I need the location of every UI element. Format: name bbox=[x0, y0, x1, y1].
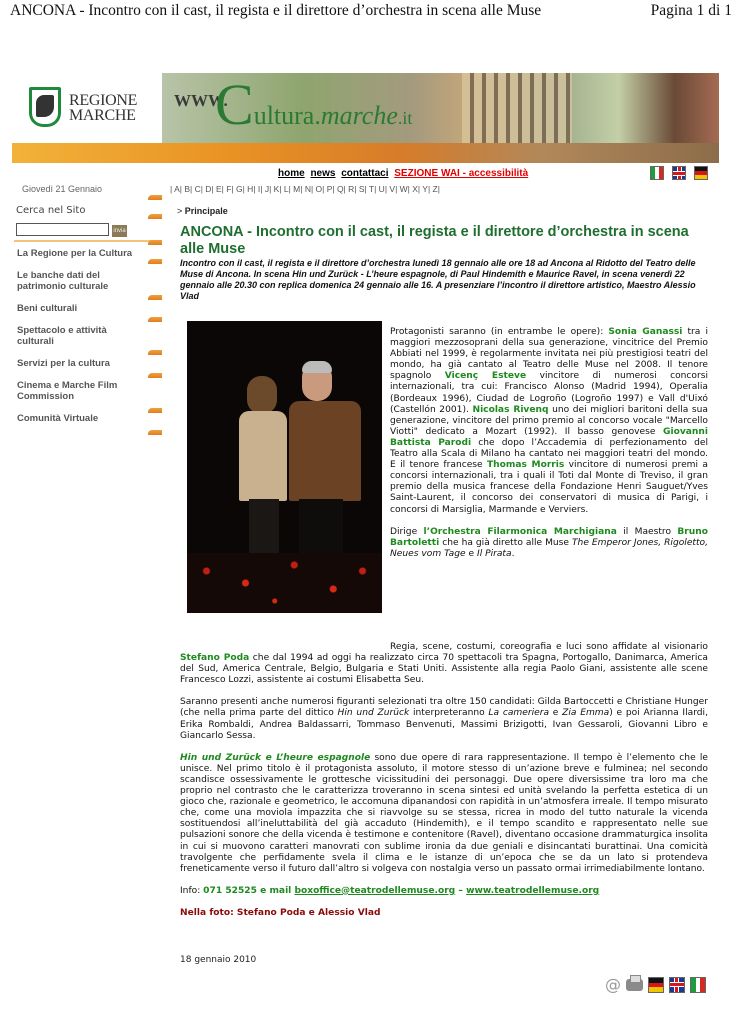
orange-arrow-icon bbox=[148, 373, 162, 378]
breadcrumb-principale[interactable]: Principale bbox=[184, 206, 228, 216]
orange-arrow-icon bbox=[148, 295, 162, 300]
orange-arrow-icon bbox=[148, 317, 162, 322]
operas-title: Hin und Zurück e L’heure espagnole bbox=[180, 752, 371, 763]
site-wordmark bbox=[215, 75, 412, 135]
paragraph-info bbox=[180, 886, 708, 897]
sidebar-item-label[interactable]: Cinema e Marche Film Commission bbox=[17, 380, 118, 402]
sidebar-item-label[interactable]: Spettacolo e attività culturali bbox=[17, 325, 107, 347]
photo-person-right bbox=[289, 401, 361, 501]
sidebar-item-spettacolo[interactable] bbox=[17, 325, 127, 347]
sidebar-item-servizi[interactable] bbox=[17, 358, 147, 369]
paragraph-regia bbox=[180, 642, 708, 686]
paragraph-conductor bbox=[390, 527, 708, 560]
german-flag-icon[interactable] bbox=[694, 166, 708, 180]
text: uno dei migliori baritoni della sua generazione, vincitore del primo premio al concorso vocale "Marcello Viotti" dedicato a Mozart (1992). Il basso genovese bbox=[390, 404, 708, 437]
article-tools bbox=[605, 977, 706, 993]
text-italic: The Emperor Jones, Rigoletto, Neues vom Tage bbox=[390, 537, 708, 559]
current-date: Giovedì 21 Gennaio bbox=[22, 184, 103, 194]
info-email-link[interactable]: boxoffice@teatrodellemuse.org bbox=[294, 885, 456, 896]
photo-stage-floor bbox=[187, 553, 382, 613]
article-right-column bbox=[390, 327, 708, 571]
text: che ha già diretto alle Muse bbox=[439, 537, 572, 548]
print-header bbox=[10, 2, 732, 24]
sidebar-item-label[interactable]: Beni culturali bbox=[17, 303, 78, 314]
text: vincitore di numerosi concorsi internazionali, tra cui: Francisco Alonso (Madrid 1994), Operalia (Bordeaux 1996), Ciudad de Logroño (Logroño 1997) e Vall d'Uixó (Castellón 2001). bbox=[390, 371, 708, 415]
text: – bbox=[455, 885, 467, 896]
name-thomas-morris: Thomas Morris bbox=[486, 460, 565, 471]
language-flags bbox=[650, 166, 708, 180]
italian-flag-icon[interactable] bbox=[650, 166, 664, 180]
text: ) e poi Arianna Ilardi, Erika Rombaldi, Andrea Baldassarri, Tommaso Benvenuti, Massimi Brizigotti, Ivan Gessaroli, Giovanni Libro e Giancarlo Sessa. bbox=[180, 708, 708, 741]
text-italic: Hin und Zurück bbox=[337, 708, 410, 719]
wordmark-ultura: ultura. bbox=[253, 101, 321, 130]
article-full-column bbox=[180, 628, 708, 639]
text: e bbox=[549, 708, 563, 719]
orange-arrow-icon bbox=[148, 259, 162, 264]
sidebar-divider bbox=[14, 240, 158, 242]
search-title: Cerca nel Sito bbox=[16, 205, 86, 216]
photo-person-right-head bbox=[302, 363, 332, 401]
text: interpreteranno bbox=[409, 708, 489, 719]
banner-orange-strip bbox=[12, 143, 719, 163]
sidebar-item-cinema[interactable] bbox=[17, 380, 137, 402]
name-vicenc-esteve: Vicenç Esteve bbox=[444, 371, 527, 382]
info-website-link[interactable]: www.teatrodellemuse.org bbox=[466, 885, 600, 896]
text-italic: La cameriera bbox=[488, 708, 550, 719]
uk-flag-icon[interactable] bbox=[669, 977, 685, 993]
orange-arrow-icon bbox=[148, 214, 162, 219]
text: Regia, scene, costumi, coreografia e luci sono affidate al visionario bbox=[390, 642, 708, 652]
sidebar-item-label[interactable]: Servizi per la cultura bbox=[17, 358, 110, 369]
sidebar-menu bbox=[17, 248, 147, 424]
name-orchestra: l’Orchestra Filarmonica Marchigiana bbox=[423, 526, 617, 537]
email-icon[interactable]: @ bbox=[605, 975, 621, 994]
name-giovanni-battista-parodi: Giovanni Battista Parodi bbox=[390, 426, 708, 448]
name-sonia-ganassi: Sonia Ganassi bbox=[608, 327, 683, 337]
nav-wai-accessibility[interactable]: SEZIONE WAI - accessibilità bbox=[394, 168, 529, 179]
sidebar-item-beni-culturali[interactable] bbox=[17, 303, 147, 314]
paragraph-cast bbox=[390, 327, 708, 516]
alphabet-index[interactable]: | A| B| C| D| E| F| G| H| I| J| K| L| M| N| O| P| Q| R| S| T| U| V| W| X| Y| Z| bbox=[170, 184, 440, 194]
text: tra i maggiori mezzosoprani della sua generazione, vincitrice del Premio Abbiati nel 1999, è regolarmente invitata nei più prestigiosi teatri del mondo, ha già cantato al Teatro delle Muse nel 2008. Il tenore spagnolo bbox=[390, 327, 708, 382]
wordmark-marche: marche bbox=[320, 101, 398, 130]
orange-arrow-icon bbox=[148, 350, 162, 355]
breadcrumb bbox=[177, 206, 228, 216]
text: . bbox=[511, 548, 515, 559]
article-body-lower bbox=[180, 642, 708, 930]
name-nicolas-rivenq: Nicolas Rivenq bbox=[472, 404, 549, 415]
italian-flag-icon[interactable] bbox=[690, 977, 706, 993]
orange-arrow-icon bbox=[148, 408, 162, 413]
info-label: Info: bbox=[180, 885, 204, 896]
paragraph-figuranti bbox=[180, 697, 708, 741]
text: Protagonisti saranno (in entrambe le opere): bbox=[390, 327, 609, 337]
top-nav bbox=[278, 168, 531, 179]
orange-arrow-icon bbox=[148, 240, 162, 245]
sidebar-item-banche-dati[interactable] bbox=[17, 270, 127, 292]
uk-flag-icon[interactable] bbox=[672, 166, 686, 180]
search-submit-button[interactable]: invia bbox=[112, 225, 127, 237]
nav-news[interactable]: news bbox=[310, 168, 336, 179]
search-input[interactable] bbox=[16, 223, 109, 236]
print-page-title: ANCONA - Incontro con il cast, il regista e il direttore d’orchestra in scena alle Muse bbox=[10, 2, 542, 19]
name-stefano-poda: Stefano Poda bbox=[180, 653, 250, 664]
info-phone: 071 52525 e mail bbox=[203, 885, 295, 896]
regione-shield-icon bbox=[29, 87, 61, 127]
site-banner bbox=[12, 73, 719, 163]
nav-contattaci[interactable]: contattaci bbox=[341, 168, 389, 179]
wordmark-it: .it bbox=[397, 108, 413, 128]
sidebar-item-label[interactable]: Comunità Virtuale bbox=[17, 413, 99, 424]
article-subheading: Incontro con il cast, il regista e il direttore d’orchestra lunedì 18 gennaio alle ore 18 ad Ancona al Ridotto del Teatro delle Muse di Ancona. In scena Hin und Zurück - L’heure espagnole, di Paul Hindemith e Maurice Ravel, in scena venerdì 22 gennaio alle 20.30 con replica domenica 24 gennaio alle 16. A presenziare l’incontro il direttore artistico, Maestro Alessio Vlad bbox=[180, 258, 696, 301]
logo-line-1: REGIONE bbox=[69, 92, 138, 109]
photo-person-left bbox=[239, 411, 287, 501]
text: sono due opere di rara rappresentazione. Il tempo è l’elemento che le unisce. Nel primo titolo è il protagonista assoluto, il motore stesso di un’azione breve e fulminea; nel secondo scandisce ossessivamente le grottesche vicissitudini dei personaggi. Due opere diversissime tra loro ma che proprio nel contrasto che le caratterizza troveranno in scena sintesi ed unità svelando la perfetta estetica di un gioco che, razionale e geometrico, le accomuna dipanandosi con rapidità in un’atmosfera irreale. Il tempo misurato che, come una moviola impazzita che si riavvolge su se stessa, ricrea in modo del tutto naturale la vicenda sostituendosi all’ineluttabilità del già accaduto (Hindemith), e il tempo scandito e rappresentato nelle sue pulsazioni sonore che della vicenda è testimone e contenitore (Ravel), diventano occasione drammaturgica insolita in cui si muovono caratteri manovrati con sublime ironia da due geniali e disincantati burattinai. Una comicità travolgente che perfidamente svela il clima e le istanze di un’epoca che se da un lato si protendeva freneticamente verso il futuro dall’altro si volgeva con nostalgia verso un passato ormai irrimediabilmente lontano. bbox=[180, 752, 708, 874]
logo-text bbox=[69, 93, 137, 123]
nav-home[interactable]: home bbox=[278, 168, 305, 179]
article-photo bbox=[187, 321, 382, 613]
sidebar-item-label[interactable]: La Regione per la Cultura bbox=[17, 248, 133, 259]
text: e bbox=[465, 548, 478, 559]
print-icon[interactable] bbox=[626, 979, 643, 991]
photo-caption: Nella foto: Stefano Poda e Alessio Vlad bbox=[180, 907, 381, 918]
name-bruno-bartoletti: Bruno Bartoletti bbox=[390, 526, 708, 548]
text: vincitore di numerosi premi a concorsi internazionali, tra i quali il Toti dal Monte di Treviso, il gran premio della musica francese della Fondazione Henri Sauguet/Yves Saint-Laurent, il concorso dei conservatori di musica di Parigi, i concorsi di Marsiglia, Marmande e Verviers. bbox=[390, 460, 708, 515]
site-www: WWW. bbox=[174, 91, 228, 110]
sidebar-item-label[interactable]: Le banche dati del patrimonio culturale bbox=[17, 270, 109, 292]
paragraph-opere bbox=[180, 753, 708, 875]
photo-person-left-head bbox=[247, 376, 277, 414]
text: Dirige bbox=[390, 526, 424, 537]
sidebar-item-regione[interactable] bbox=[17, 248, 147, 259]
text: Saranno presenti anche numerosi figuranti selezionati tra oltre 150 candidati: Gilda Bartoccetti e Christiane Hunger (che nella prima parte del dittico bbox=[180, 697, 708, 719]
regione-marche-logo[interactable] bbox=[12, 73, 162, 143]
text-italic: Il Pirata bbox=[477, 548, 512, 559]
orange-arrow-icon bbox=[148, 195, 162, 200]
sidebar-item-comunita[interactable] bbox=[17, 413, 147, 424]
orange-arrow-icon bbox=[148, 430, 162, 435]
logo-line-2: MARCHE bbox=[69, 107, 136, 124]
print-page-number: Pagina 1 di 1 bbox=[650, 2, 732, 19]
text-italic: Zia Emma bbox=[562, 708, 610, 719]
wordmark-c: C bbox=[215, 73, 254, 137]
article-date: 18 gennaio 2010 bbox=[180, 955, 257, 965]
text: che dopo l’Accademia di perfezionamento del Teatro alla Scala di Milano ha cantato nei maggiori teatri del mondo. E il tenore francese bbox=[390, 437, 708, 471]
text: il Maestro bbox=[616, 526, 678, 537]
text: che dal 1994 ad oggi ha realizzato circa 70 spettacoli tra Spagna, Portogallo, Danimarca, America del Sud, America Centrale, Belgio, Bulgaria e Stati Uniti. Assistente alla regia Paolo Giani, assistente alle scene Francesco Lozzi, assistente ai costumi Elisabetta Seu. bbox=[180, 653, 709, 686]
german-flag-icon[interactable] bbox=[648, 977, 664, 993]
article-headline: ANCONA - Incontro con il cast, il regista e il direttore d’orchestra in scena alle Muse bbox=[180, 224, 689, 257]
breadcrumb-separator: > bbox=[177, 206, 183, 216]
